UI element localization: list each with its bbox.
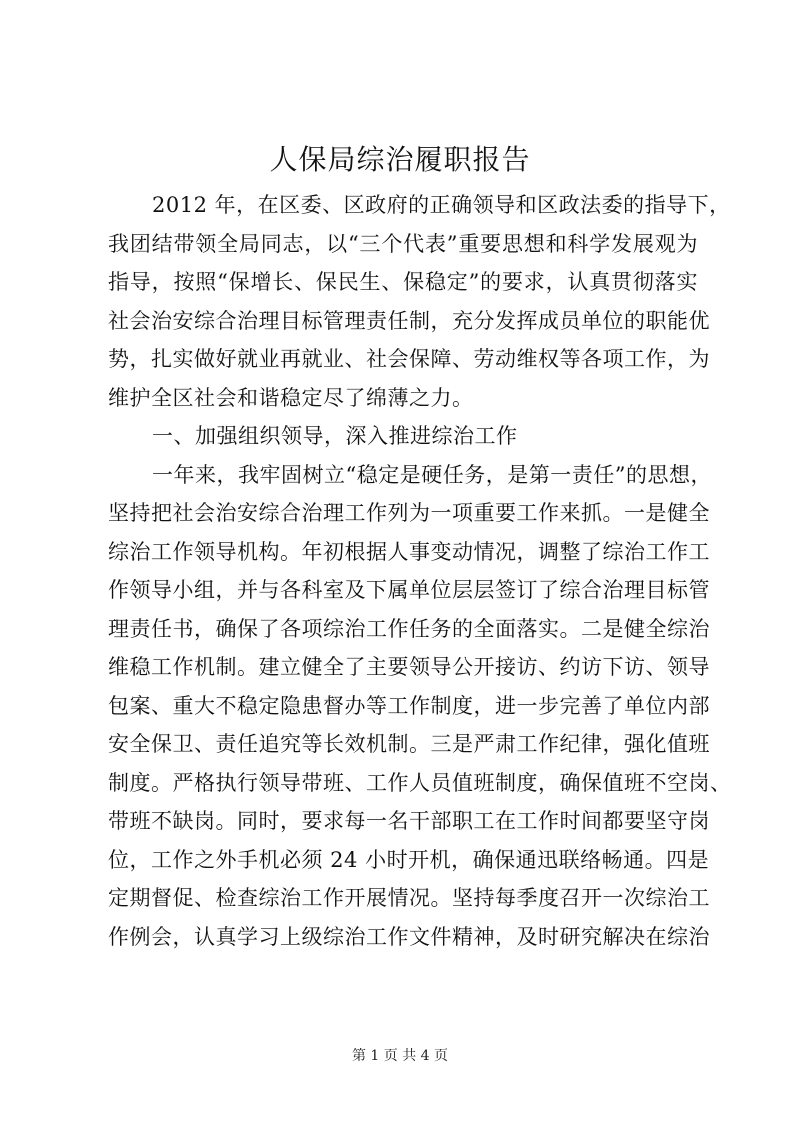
paragraph-line: 指导，按照“保增长、保民生、保稳定”的要求，认真贯彻落实 bbox=[108, 270, 698, 294]
paragraph-line: 2012 年，在区委、区政府的正确领导和区政法委的指导下， bbox=[152, 193, 731, 217]
paragraph-line: 社会治安综合治理目标管理责任制，充分发挥成员单位的职能优 bbox=[108, 308, 710, 333]
paragraph-line: 综治工作领导机构。年初根据人事变动情况，调整了综治工作工 bbox=[108, 539, 710, 564]
paragraph-line: 带班不缺岗。同时，要求每一名干部职工在工作时间都要坚守岗 bbox=[108, 809, 710, 833]
paragraph-line: 定期督促、检查综治工作开展情况。坚持每季度召开一次综治工 bbox=[108, 886, 710, 910]
paragraph-line: 我团结带领全局同志，以“三个代表”重要思想和科学发展观为 bbox=[108, 231, 698, 256]
paragraph-line: 作例会，认真学习上级综治工作文件精神，及时研究解决在综治 bbox=[108, 924, 710, 949]
paragraph-line: 一年来，我牢固树立“稳定是硬任务，是第一责任”的思想， bbox=[152, 462, 712, 487]
paragraph-line: 维护全区社会和谐稳定尽了绵薄之力。 bbox=[108, 385, 474, 410]
paragraph-line: 作领导小组，并与各科室及下属单位层层签订了综合治理目标管 bbox=[108, 578, 710, 602]
page-number-footer: 第 1 页 共 4 页 bbox=[351, 1048, 449, 1064]
paragraph-line: 坚持把社会治安综合治理工作列为一项重要工作来抓。一是健全 bbox=[108, 501, 710, 525]
document-body bbox=[108, 186, 732, 956]
section-heading: 一、加强组织领导，深入推进综治工作 bbox=[152, 424, 518, 448]
paragraph-line: 位，工作之外手机必须 24 小时开机，确保通迅联络畅通。四是 bbox=[108, 847, 710, 872]
paragraph-line: 包案、重大不稳定隐患督办等工作制度，进一步完善了单位内部 bbox=[108, 693, 710, 718]
paragraph-line: 维稳工作机制。建立健全了主要领导公开接访、约访下访、领导 bbox=[108, 655, 710, 679]
document-title: 人保局综治履职报告 bbox=[269, 143, 531, 176]
paragraph-line: 制度。严格执行领导带班、工作人员值班制度，确保值班不空岗、 bbox=[108, 770, 732, 795]
paragraph-line: 安全保卫、责任追究等长效机制。三是严肃工作纪律，强化值班 bbox=[108, 732, 710, 756]
paragraph-line: 势，扎实做好就业再就业、社会保障、劳动维权等各项工作，为 bbox=[108, 347, 710, 371]
paragraph-line: 理责任书，确保了各项综治工作任务的全面落实。二是健全综治 bbox=[108, 616, 710, 641]
